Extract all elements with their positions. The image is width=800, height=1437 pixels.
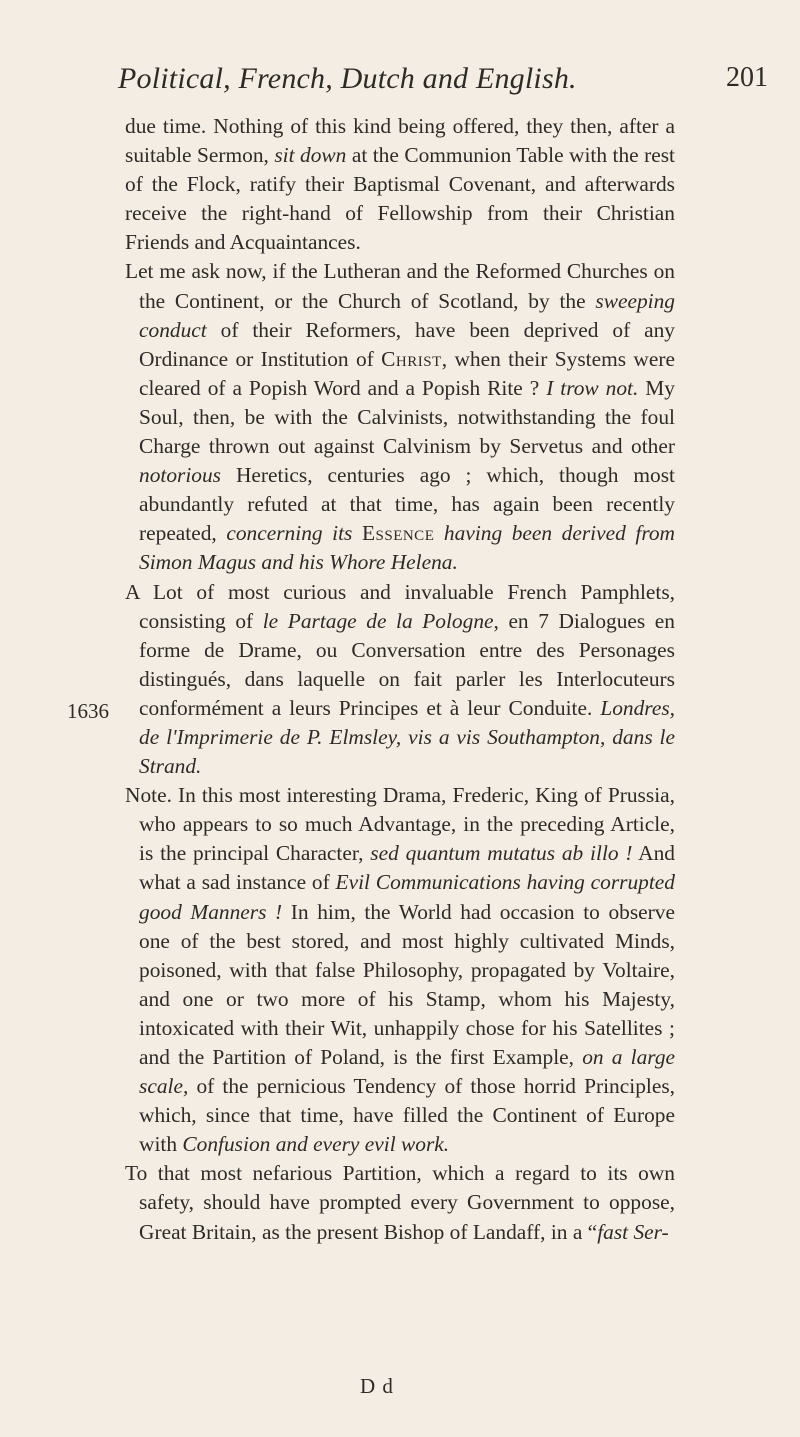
paragraph-note [125, 781, 675, 1159]
small-caps-run: Christ [381, 346, 442, 371]
text-run: In him, the World had occasion to observe one of the best stored, and most highly cultivated Minds, poisoned, with that false Philosophy, propagated by Voltaire, and one or two more of his Stamp, whom his Majesty, intoxicated with their Wit, unhappily chose for his Satellites ; and the Partition of Poland, is the first Example, [139, 899, 675, 1069]
text-run: , when their Systems were cleared of a Popish Word and a Popish Rite ? [139, 346, 675, 400]
text-run: Let me ask now, if the Lutheran and the Reformed Churches on the Continent, or the Church of Scotland, by the [125, 259, 675, 313]
page-body [125, 112, 675, 1247]
paragraph-partition [125, 1159, 675, 1246]
running-header [118, 62, 768, 106]
italic-run: le Partage de la Pologne [262, 608, 494, 633]
text-run: To that most nefarious Partition, which a regard to its own safety, should have prompted every Government to oppose, Great Britain, as the present Bishop of Landaff, in a “ [125, 1161, 675, 1244]
text-run: Heretics, centuries ago ; which, though most abundantly refuted at that time, has again been recently repeated, [139, 463, 675, 546]
text-run: at the Communion Table with the rest of the Flock, ratify their Baptismal Covenant, and afterwards receive the right-hand of Fellowship from their Christian Friends and Acquaintances. [125, 143, 675, 255]
header-title: Political, French, Dutch and English. [118, 62, 577, 95]
paragraph-continuation [125, 112, 675, 257]
text-run: Note. In this most interesting Drama, Frederic, King of Prussia, who appears to so much Advantage, in the preceding Article, is the principal Character, [125, 783, 675, 866]
italic-run: Evil Communications having corrupted good Manners ! [139, 870, 675, 924]
small-caps-run: Essence [361, 521, 435, 546]
text-run: of the pernicious Tendency of those horrid Principles, which, since that time, have filled the Continent of Europe with [139, 1074, 675, 1157]
italic-run: sed quantum mutatus ab illo ! [370, 841, 633, 866]
text-run: of their Reformers, have been deprived of any Ordinance or Institution of [139, 317, 675, 371]
page-number: 201 [726, 62, 768, 93]
italic-run: I trow not. [546, 375, 639, 400]
text-run: A Lot of most curious and invaluable French Pamphlets, consisting of [125, 579, 675, 633]
italic-run: notorious [139, 463, 222, 488]
margin-item-number: 1636 [67, 699, 109, 723]
italic-run: having been derived from Simon Magus and his Whore Helena. [139, 521, 675, 575]
italic-run: on a large scale, [139, 1045, 676, 1099]
text-run: due time. Nothing of this kind being offered, they then, after a suitable Sermon, [125, 114, 675, 168]
italic-run: Londres, de l'Imprimerie de P. Elmsley, vis a vis Southampton, dans le Strand. [139, 695, 675, 779]
paragraph-item-1636 [125, 578, 675, 782]
paragraph-calvinism [125, 257, 675, 577]
italic-run: Confusion and every evil work. [182, 1132, 450, 1157]
text-run: And what a sad instance of [139, 841, 676, 895]
text-run: , en 7 Dialogues en forme de Drame, ou Conversation entre des Personages distingués, dans laquelle on fait parler les Interlocuteurs conformément a leurs Principes et à leur Conduite. [139, 608, 675, 720]
italic-run: concerning its [226, 521, 362, 546]
italic-run: fast Ser- [597, 1219, 669, 1244]
italic-run: sweeping conduct [139, 288, 675, 342]
text-run: My Soul, then, be with the Calvinists, notwithstanding the foul Charge thrown out against Calvinism by Servetus and other [139, 375, 675, 459]
signature-mark: D d [360, 1374, 394, 1398]
italic-run: sit down [274, 143, 347, 168]
